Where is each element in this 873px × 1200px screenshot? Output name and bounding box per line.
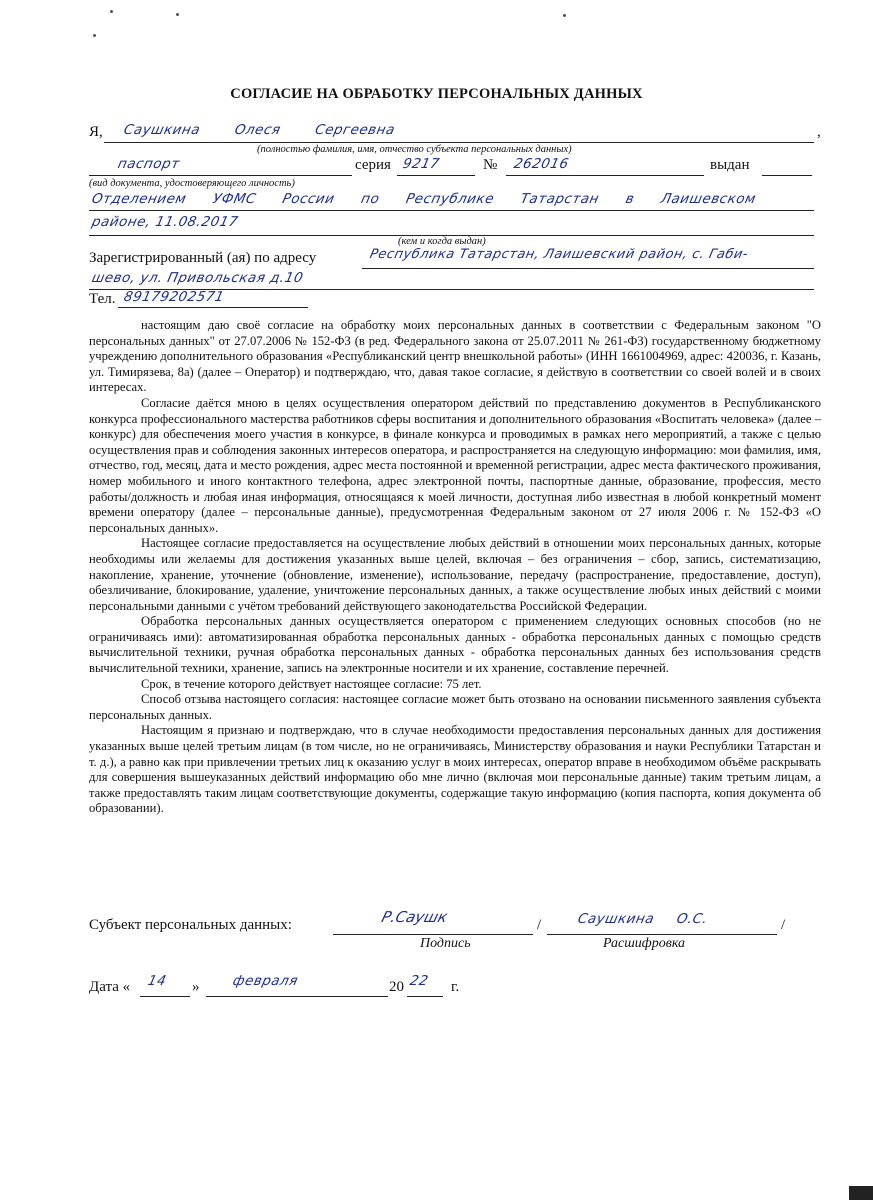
address-line-1-value: Республика Татарстан, Лаишевский район, с. Габи- [368,247,750,262]
scan-speck [563,14,566,17]
issued-label: выдан [710,157,750,173]
date-year-line [407,996,443,997]
paragraph: Срок, в течение которого действует настоящее согласие: 75 лет. [141,676,482,691]
scan-speck [110,10,113,13]
phone-line [118,307,308,308]
date-year-prefix: 20 [389,979,404,995]
date-day: 14 [146,973,168,989]
doc-type-hint: (вид документа, удостоверяющего личность) [89,178,295,189]
issued-by-line-1 [89,210,814,211]
series-value: 9217 [401,156,442,172]
date-year-end: г. [451,979,460,995]
decoding-line [547,934,777,935]
doc-type-value: паспорт [116,156,182,172]
address-line-1 [362,268,814,269]
address-label: Зарегистрированный (ая) по адресу [89,250,317,266]
date-day-line [140,996,190,997]
number-label: № [483,157,498,173]
scan-corner-mark [849,1186,873,1200]
date-month-line [206,996,388,997]
paragraph: Настоящее согласие предоставляется на осуществление любых действий в отношении моих персональных данных, которые необходимы или желаемы для достижения указанных выше целей, включая – без ограничения – сбор, запись, систематизацию, накопление, хранение, уточнение (обновление, изменение), использование, передачу (распространение, предоставление, доступ), обезличивание, блокирование, удаление, уничтожение персональных данных, а также осуществление любых иных действий с моими персональными данными с учётом требований действующего законодательства Российской Федерации. [89,536,821,613]
date-close-quote: » [192,979,200,995]
signature-slash-2: / [781,917,786,933]
scan-speck [93,34,96,37]
issued-line [762,175,812,176]
phone-value: 89179202571 [122,289,226,305]
name-prefix: Я, [89,124,103,140]
signature: Р.Саушк [379,908,450,926]
issued-by-line-1-value: Отделением УФМС России по Республике Татарстан в Лаишевском [90,191,758,207]
issued-by-hint: (кем и когда выдан) [398,236,486,247]
document-title: СОГЛАСИЕ НА ОБРАБОТКУ ПЕРСОНАЛЬНЫХ ДАННЫХ [230,86,643,102]
date-label: Дата « [89,979,131,995]
paragraph: Обработка персональных данных осуществляется оператором с применением следующих основных способов (но не ограничиваясь ими): автоматизированная обработка персональных данных - обработка персональных данных с помощью средств вычислительной техники, ручная обработка персональных данных - обработка персональных данных без использования средств вычислительной техники, хранение, запись на электронные носители и их хранение, составление перечней. [89,614,821,676]
name-hint: (полностью фамилия, имя, отчество субъекта персональных данных) [257,144,572,155]
issued-by-line-2-value: районе, 11.08.2017 [90,214,240,230]
scan-speck [176,13,179,16]
series-label: серия [355,157,391,173]
address-line-2-value: шево, ул. Привольская д.10 [90,270,305,286]
paragraph: Согласие даётся мною в целях осуществления оператором действий по представлению документов в Республиканского конкурса профессионального мастерства работников сферы воспитания и дополнительного образования «Воспитать человека» (далее – конкурс) для обеспечения моего участия в конкурсе, в финале конкурса и проводимых в рамках него мероприятий, а также с целью осуществления прав и соблюдения законных интересов оператора, и распространяется на следующую информацию: мои фамилия, имя, отчество, год, месяц, дата и место рождения, адрес места постоянной и временной регистрации, адрес места фактического проживания, номер мобильного и иного контактного телефона, адрес электронной почты, паспортные данные, образование, профессия, место работы/должность и любая иная информация, относящаяся к моей личности, доступная либо известная в любой конкретный момент времени оператору (далее – персональные данные), предусмотренная Федеральным законом от 27 июля 2006 г. № 152-ФЗ «О персональных данных». [89,395,821,535]
signature-slash-1: / [537,917,542,933]
signature-caption: Подпись [420,936,471,951]
signature-label: Субъект персональных данных: [89,917,292,933]
consent-body [89,318,821,817]
date-month: февраля [231,973,300,989]
series-line [397,175,475,176]
number-value: 262016 [512,156,571,172]
phone-label: Тел. [89,291,116,307]
number-line [506,175,704,176]
name-suffix: , [817,124,821,140]
doc-type-line [89,175,352,176]
paragraph: Настоящим я признаю и подтверждаю, что в случае необходимости предоставления персональных данных для достижения указанных выше целей третьим лицам (в том числе, но не ограничиваясь, Министерству образования и науки Республики Татарстан и т. д.), а равно как при привлечении третьих лиц к оказанию услуг в моих интересах, оператор вправе в необходимом объёме раскрывать для совершения вышеуказанных действий информацию обо мне лично (включая мои персональные данные) таким третьим лицам, а также предоставлять таким лицам соответствующие документы, содержащие такую информацию (копия паспорта, копия документа об образовании). [89,723,821,816]
date-year-suffix: 22 [408,973,430,989]
decoding-caption: Расшифровка [603,936,686,951]
decoding-value: Саушкина О.С. [576,911,710,927]
signature-line [333,934,533,935]
paragraph: настоящим даю своё согласие на обработку моих персональных данных в соответствии с Федеральным законом "О персональных данных" от 27.07.2006 № 152-ФЗ (в ред. Федерального закона от 25.07.2011 № 261-ФЗ) государственному бюджетному учреждению дополнительного образования «Республиканский центр внешкольной работы» (ИНН 1661004969, адрес: 420036, г. Казань, ул. Тимирязева, 8а) (далее – Оператор) и подтверждаю, что, давая такое согласие, я действую в соответствии со своей волей и в своих интересах. [89,318,821,395]
name-value: Саушкина Олеся Сергеевна [122,122,397,138]
paragraph: Способ отзыва настоящего согласия: настоящее согласие может быть отозвано на основании письменного заявления субъекта персональных данных. [89,692,821,722]
name-line [104,142,814,143]
